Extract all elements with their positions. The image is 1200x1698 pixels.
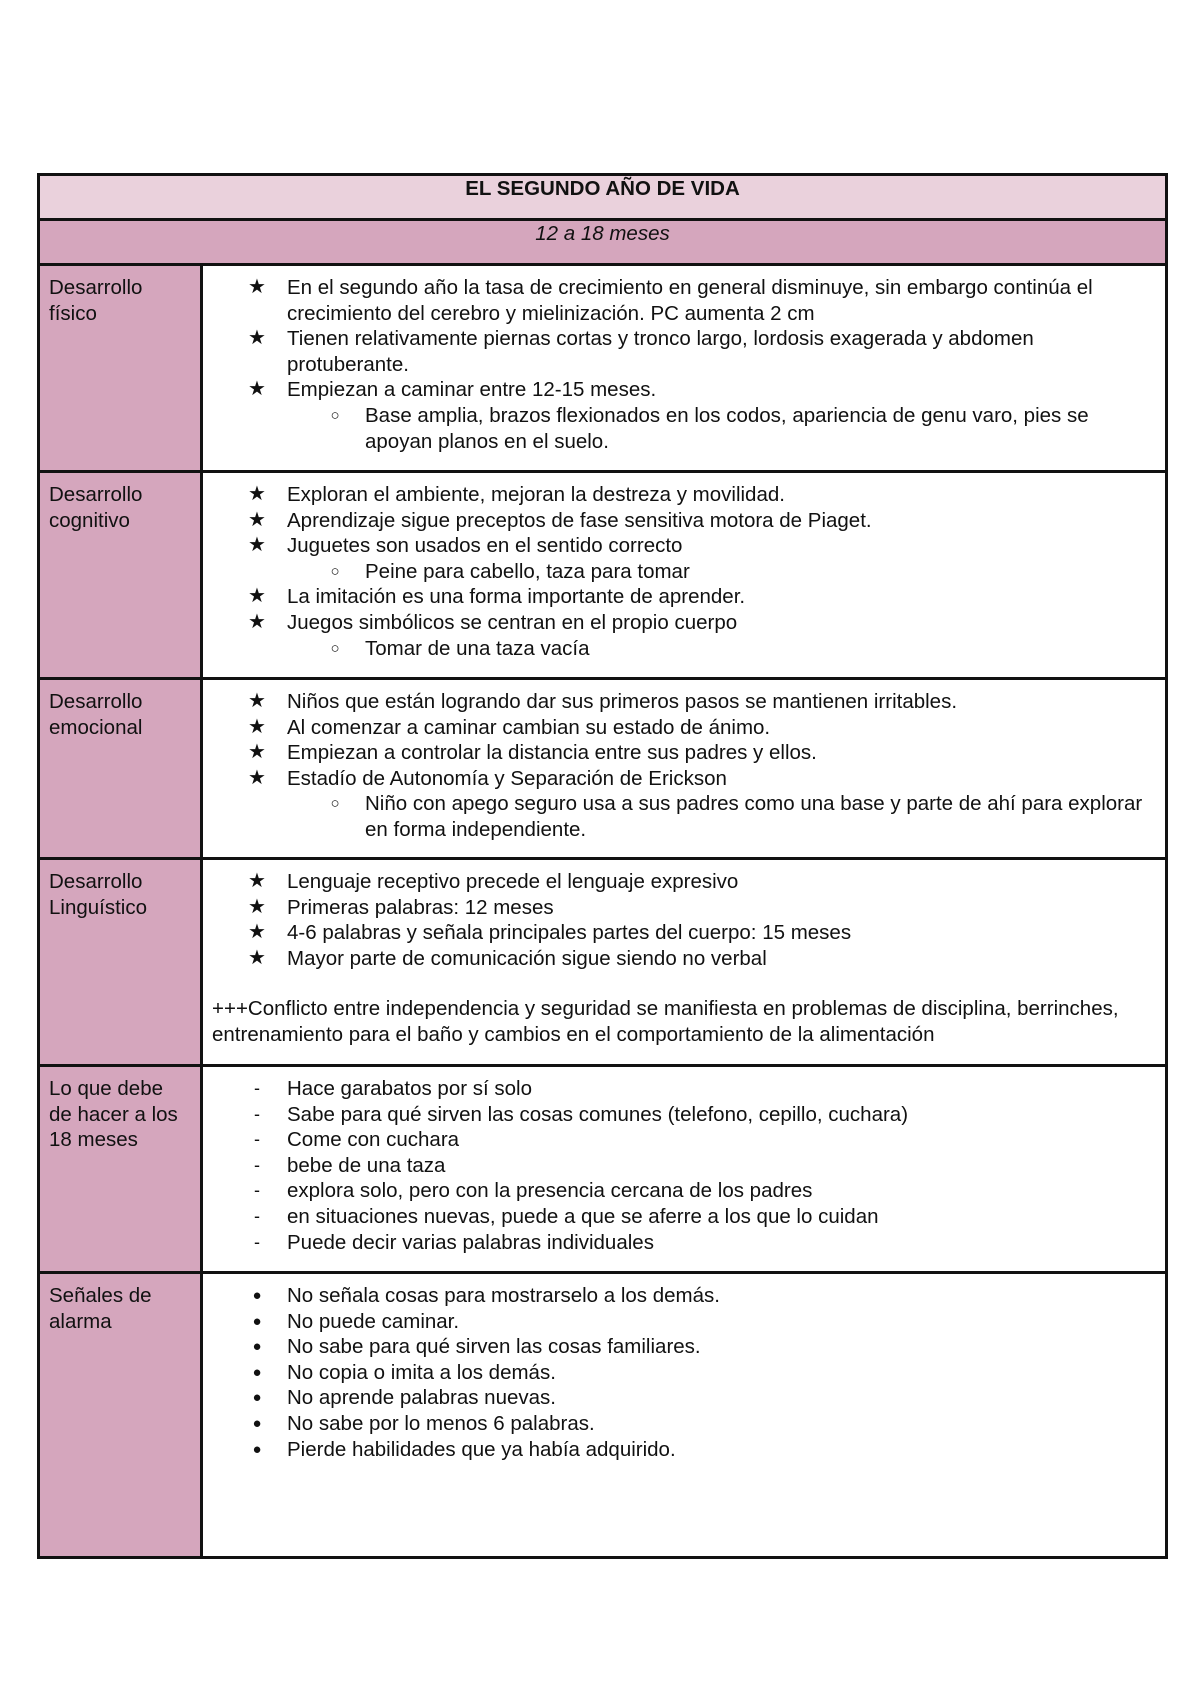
list-item-text: No sabe por lo menos 6 palabras. [287, 1411, 595, 1435]
section-row [39, 1066, 1167, 1273]
dash-bullet-icon: - [254, 1154, 260, 1175]
dot-bullet-icon: ● [252, 1440, 262, 1458]
section-label-line: Desarrollo [49, 870, 143, 893]
section-label-line: Lo que debe [49, 1077, 164, 1100]
section-label [39, 265, 202, 472]
dot-bullet-icon: ● [252, 1414, 262, 1432]
dot-bullet-icon: ● [252, 1312, 262, 1330]
list-item [203, 920, 1155, 946]
section-label-line: 18 meses [49, 1128, 138, 1152]
subtitle-row [39, 220, 1167, 265]
list-item-text: Pierde habilidades que ya había adquirido. [287, 1437, 676, 1461]
list-item [203, 1309, 1155, 1335]
list-item [203, 1153, 1155, 1179]
sub-bullet-list [287, 559, 1155, 585]
bullet-list [203, 689, 1155, 843]
star-bullet-icon: ★ [248, 715, 266, 738]
sub-bullet-list [287, 636, 1155, 662]
list-item [203, 1127, 1155, 1153]
circle-bullet-icon: ○ [330, 795, 340, 813]
dot-bullet-icon: ● [252, 1287, 262, 1304]
section-label-line: alarma [49, 1309, 112, 1333]
section-content [202, 1273, 1167, 1558]
section-label [39, 679, 202, 859]
bullet-list [203, 1283, 1155, 1462]
section-label-line: de hacer a los [49, 1102, 178, 1126]
list-item [203, 1360, 1155, 1386]
list-item [203, 482, 1155, 508]
circle-bullet-icon: ○ [330, 639, 340, 657]
sub-bullet-list [287, 791, 1155, 842]
sub-list-item [287, 636, 1155, 662]
section-row [39, 1273, 1167, 1558]
section-label-line: Desarrollo [49, 483, 143, 506]
list-item-text: Juegos simbólicos se centran en el propio cuerpo [287, 610, 738, 634]
list-item [203, 533, 1155, 584]
list-item [203, 377, 1155, 454]
section-content-inner [203, 869, 1155, 1048]
list-item-text: Estadío de Autonomía y Separación de Erickson [287, 766, 727, 790]
list-item [203, 740, 1155, 766]
list-item [203, 1385, 1155, 1411]
section-row [39, 859, 1167, 1066]
list-item-text: Empiezan a controlar la distancia entre sus padres y ellos. [287, 741, 817, 765]
list-item-text: bebe de una taza [287, 1153, 446, 1177]
list-item-text: No señala cosas para mostrarselo a los demás. [287, 1284, 720, 1307]
list-item [203, 689, 1155, 715]
list-item-text: No sabe para qué sirven las cosas familiares. [287, 1335, 701, 1359]
list-item-text: 4-6 palabras y señala principales partes del cuerpo: 15 meses [287, 921, 852, 945]
dash-bullet-icon: - [254, 1231, 260, 1252]
sub-list-item-text: Niño con apego seguro usa a sus padres como una base y parte de ahí para explorar en forma independiente. [365, 792, 1143, 841]
sub-bullet-list [287, 403, 1155, 454]
section-content [202, 679, 1167, 859]
sub-list-item-text: Tomar de una taza vacía [365, 636, 590, 660]
star-bullet-icon: ★ [248, 921, 266, 944]
section-content-inner [203, 275, 1155, 454]
star-bullet-icon: ★ [248, 483, 266, 505]
section-row [39, 472, 1167, 679]
dot-bullet-icon: ● [252, 1363, 262, 1381]
dash-bullet-icon: - [254, 1180, 260, 1201]
list-item-text: Tienen relativamente piernas cortas y tronco largo, lordosis exagerada y abdomen protuberante. [287, 327, 1034, 376]
section-content-inner [203, 1076, 1155, 1255]
list-item [203, 869, 1155, 895]
section-label-line: Desarrollo [49, 690, 143, 713]
section-content-inner [203, 689, 1155, 843]
list-item [203, 1230, 1155, 1256]
dot-bullet-icon: ● [252, 1338, 262, 1356]
sub-list-item [287, 791, 1155, 842]
star-bullet-icon: ★ [248, 508, 266, 531]
list-item [203, 508, 1155, 534]
bullet-list [203, 1076, 1155, 1255]
section-label-line: Linguístico [49, 895, 148, 919]
dash-bullet-icon: - [254, 1078, 260, 1098]
title-row [39, 175, 1167, 220]
list-item [203, 1076, 1155, 1102]
star-bullet-icon: ★ [248, 946, 266, 969]
list-item-text: Primeras palabras: 12 meses [287, 895, 554, 919]
section-label-line: cognitivo [49, 508, 130, 532]
list-item-text: Al comenzar a caminar cambian su estado de ánimo. [287, 715, 771, 739]
list-item [203, 610, 1155, 661]
list-item [203, 715, 1155, 741]
list-item-text: Niños que están logrando dar sus primeros pasos se mantienen irritables. [287, 690, 958, 713]
list-item [203, 946, 1155, 972]
list-item [203, 1437, 1155, 1463]
star-bullet-icon: ★ [248, 610, 266, 633]
star-bullet-icon: ★ [248, 870, 266, 892]
section-content [202, 1066, 1167, 1273]
sub-list-item-text: Peine para cabello, taza para tomar [365, 559, 690, 583]
sub-list-item [287, 403, 1155, 454]
list-item-text: Exploran el ambiente, mejoran la destreza y movilidad. [287, 483, 785, 506]
list-item [203, 1102, 1155, 1128]
bullet-list [203, 869, 1155, 971]
list-item-text: Hace garabatos por sí solo [287, 1077, 532, 1100]
list-item [203, 895, 1155, 921]
dash-bullet-icon: - [254, 1103, 260, 1124]
dash-bullet-icon: - [254, 1205, 260, 1226]
section-content [202, 859, 1167, 1066]
bullet-list [203, 275, 1155, 454]
list-item-text: Empiezan a caminar entre 12-15 meses. [287, 378, 657, 402]
section-label-line: emocional [49, 715, 143, 739]
star-bullet-icon: ★ [248, 741, 266, 764]
list-item-text: Come con cuchara [287, 1128, 460, 1152]
section-label-line: Desarrollo [49, 276, 143, 299]
star-bullet-icon: ★ [248, 327, 266, 350]
list-item [203, 1204, 1155, 1230]
table-subtitle: 12 a 18 meses [39, 220, 1167, 265]
section-note: +++Conflicto entre independencia y seguridad se manifiesta en problemas de disciplina, berrinches, entrenamiento para el baño y cambios en el comportamiento de la alimentación [212, 997, 1119, 1046]
star-bullet-icon: ★ [248, 534, 266, 557]
list-item-text: No puede caminar. [287, 1309, 460, 1333]
section-row [39, 265, 1167, 472]
list-item-text: en situaciones nuevas, puede a que se aferre a los que lo cuidan [287, 1204, 879, 1228]
list-item-text: No aprende palabras nuevas. [287, 1386, 556, 1410]
section-row [39, 679, 1167, 859]
section-label [39, 472, 202, 679]
star-bullet-icon: ★ [248, 585, 266, 608]
list-item-text: Puede decir varias palabras individuales [287, 1230, 654, 1254]
list-item [203, 1334, 1155, 1360]
list-item-text: No copia o imita a los demás. [287, 1360, 556, 1384]
section-label [39, 1066, 202, 1273]
list-item [203, 326, 1155, 377]
list-item [203, 275, 1155, 326]
list-item [203, 1411, 1155, 1437]
section-label-line: físico [49, 301, 97, 325]
section-label-line: Señales de [49, 1284, 152, 1307]
star-bullet-icon: ★ [248, 276, 266, 298]
section-content-inner [203, 1283, 1155, 1462]
section-content [202, 472, 1167, 679]
table-title: EL SEGUNDO AÑO DE VIDA [39, 175, 1167, 220]
list-item [203, 1283, 1155, 1309]
star-bullet-icon: ★ [248, 690, 266, 712]
list-item-text: Mayor parte de comunicación sigue siendo no verbal [287, 946, 767, 970]
star-bullet-icon: ★ [248, 378, 266, 401]
section-label [39, 1273, 202, 1558]
sub-list-item [287, 559, 1155, 585]
list-item-text: explora solo, pero con la presencia cercana de los padres [287, 1179, 813, 1203]
list-item-text: En el segundo año la tasa de crecimiento en general disminuye, sin embargo continúa el crecimiento del cerebro y mielinización. PC aumenta 2 cm [287, 276, 1093, 325]
list-item-text: Sabe para qué sirven las cosas comunes (telefono, cepillo, cuchara) [287, 1102, 909, 1126]
list-item-text: Juguetes son usados en el sentido correcto [287, 534, 683, 558]
list-item [203, 584, 1155, 610]
section-content [202, 265, 1167, 472]
section-label [39, 859, 202, 1066]
dot-bullet-icon: ● [252, 1389, 262, 1407]
list-item-text: Lenguaje receptivo precede el lenguaje expresivo [287, 870, 739, 893]
section-content-inner [203, 482, 1155, 661]
star-bullet-icon: ★ [248, 895, 266, 918]
dash-bullet-icon: - [254, 1129, 260, 1150]
list-item-text: Aprendizaje sigue preceptos de fase sensitiva motora de Piaget. [287, 508, 872, 532]
circle-bullet-icon: ○ [330, 406, 340, 424]
star-bullet-icon: ★ [248, 766, 266, 789]
bullet-list [203, 482, 1155, 661]
list-item [203, 1178, 1155, 1204]
development-table [37, 173, 1168, 1559]
list-item-text: La imitación es una forma importante de aprender. [287, 585, 746, 609]
sub-list-item-text: Base amplia, brazos flexionados en los codos, apariencia de genu varo, pies se apoyan planos en el suelo. [365, 403, 1089, 453]
list-item [203, 766, 1155, 843]
table-body [39, 175, 1167, 1558]
circle-bullet-icon: ○ [330, 562, 340, 580]
